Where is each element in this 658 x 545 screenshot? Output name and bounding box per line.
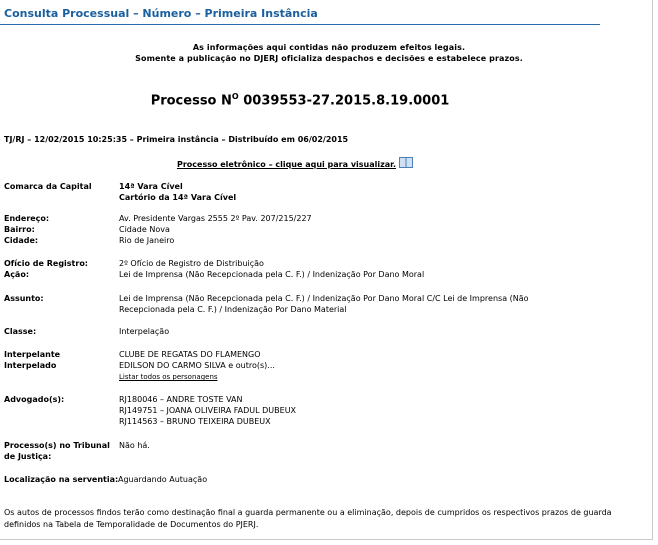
tribunal-value: Não há. [119, 441, 150, 450]
advogados-label: Advogado(s): [4, 395, 65, 404]
electronic-process-row [0, 157, 590, 169]
process-prefix: Processo N [150, 93, 232, 109]
classe-value: Interpelação [119, 327, 170, 336]
classe-label: Classe: [4, 327, 37, 336]
bairro-value: Cidade Nova [119, 225, 170, 234]
assunto-value-2: Recepcionada pela C. F.) / Indenização Por Dano Material [119, 305, 347, 314]
interpelado-value: EDILSON DO CARMO SILVA e outro(s)... [119, 361, 275, 370]
interpelante-value: CLUBE DE REGATAS DO FLAMENGO [119, 350, 261, 359]
electronic-process-link[interactable]: Processo eletrônico – clique aqui para visualizar. [176, 160, 397, 169]
page-title: Consulta Processual – Número – Primeira Instância [4, 7, 318, 20]
comarca-cartorio: Cartório da 14ª Vara Cível [119, 193, 237, 202]
process-sup: O [231, 92, 239, 101]
localizacao-value: Aguardando Autuação [118, 475, 208, 484]
oficio-label: Ofício de Registro: [4, 259, 89, 268]
list-parties-link[interactable]: Listar todos os personagens [119, 373, 218, 381]
distribution-info: TJ/RJ – 12/02/2015 10:25:35 – Primeira instância – Distribuído em 06/02/2015 [4, 135, 349, 144]
process-number-value: 0039553-27.2015.8.19.0001 [243, 93, 450, 109]
oficio-value: 2º Ofício de Registro de Distribuição [119, 259, 264, 268]
process-number [0, 92, 600, 108]
acao-value: Lei de Imprensa (Não Recepcionada pela C. F.) / Indenização Por Dano Moral [119, 270, 425, 279]
advogado-1: RJ180046 – ANDRE TOSTE VAN [119, 395, 243, 404]
retention-notice: Os autos de processos findos terão como destinação final a guarda permanente ou a eliminação, depois de cumpridos os respectivos prazos de guarda definidos na Tabela de Temporalidade de Documentos do PJERJ. [4, 508, 612, 529]
tribunal-label-2: de Justiça: [4, 452, 52, 461]
acao-label: Ação: [4, 270, 30, 279]
assunto-label: Assunto: [4, 294, 44, 303]
endereco-label: Endereço: [4, 214, 50, 223]
endereco-value: Av. Presidente Vargas 2555 2º Pav. 207/215/227 [119, 214, 312, 223]
bairro-label: Bairro: [4, 225, 35, 234]
cidade-value: Rio de Janeiro [119, 236, 175, 245]
advogado-3: RJ114563 – BRUNO TEIXEIRA DUBEUX [119, 417, 271, 426]
tribunal-label-1: Processo(s) no Tribunal [4, 441, 110, 450]
interpelante-label: Interpelante [4, 350, 61, 359]
localizacao-label: Localização na serventia: [4, 475, 119, 484]
book-icon[interactable] [399, 157, 413, 168]
advogado-2: RJ149751 – JOANA OLIVEIRA FADUL DUBEUX [119, 406, 297, 415]
cidade-label: Cidade: [4, 236, 39, 245]
interpelado-label: Interpelado [4, 361, 57, 370]
notice-line-2: Somente a publicação no DJERJ oficializa despachos e decisões e estabelece prazos. [135, 54, 523, 63]
title-divider [0, 24, 600, 25]
comarca-vara: 14ª Vara Cível [119, 182, 183, 191]
comarca-label: Comarca da Capital [4, 182, 92, 191]
notice-line-1: As informações aqui contidas não produzem efeitos legais. [192, 43, 466, 52]
assunto-value-1: Lei de Imprensa (Não Recepcionada pela C. F.) / Indenização Por Dano Moral C/C Lei de Imprensa (Não [119, 294, 529, 303]
